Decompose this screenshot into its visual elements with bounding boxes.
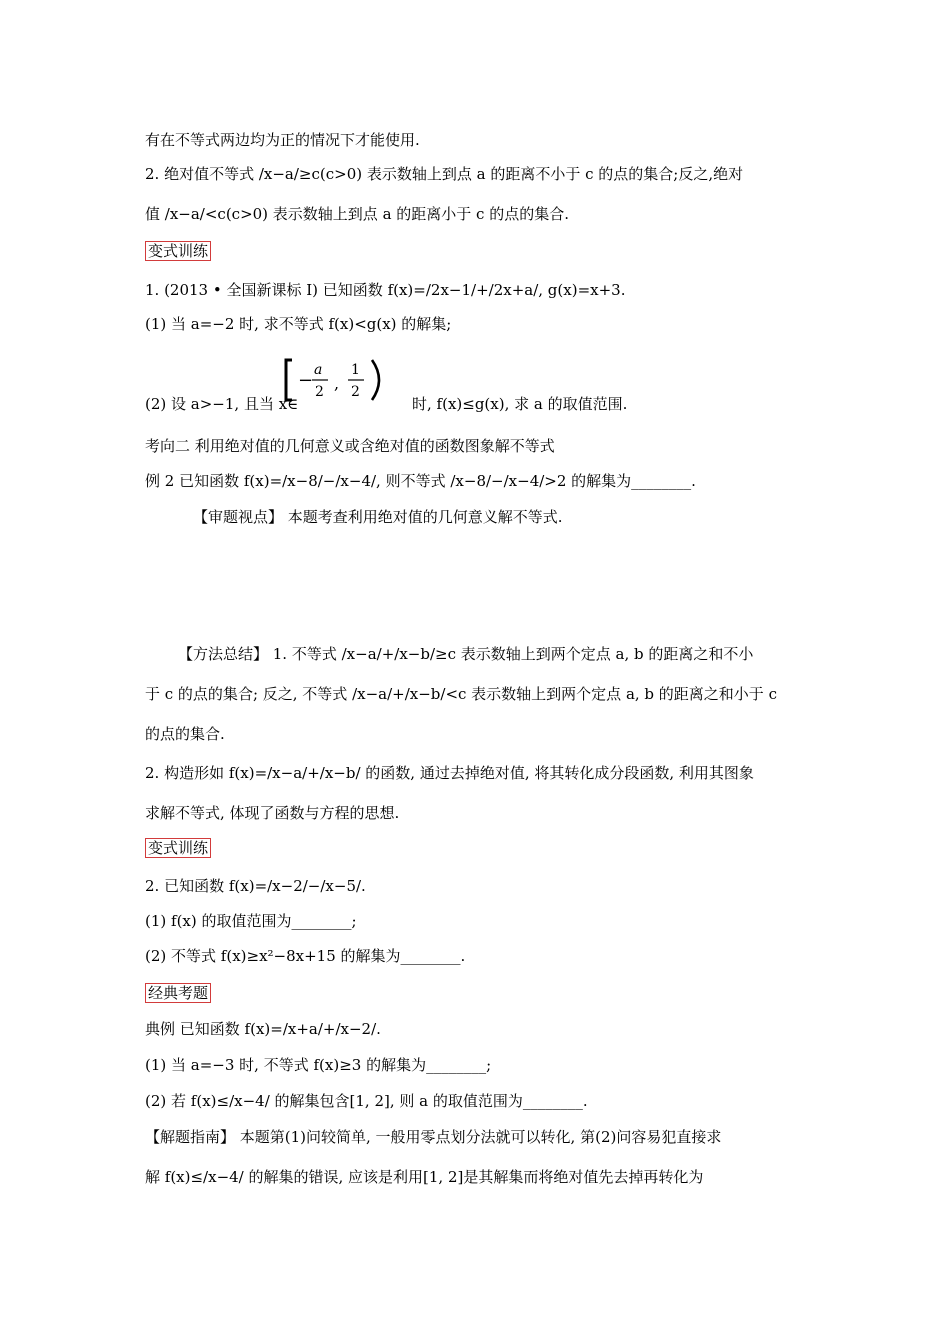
problem-text: (2) 不等式 f(x)≥x²−8x+15 的解集为________. — [145, 947, 466, 965]
section-heading: 考向二 利用绝对值的几何意义或含绝对值的函数图象解不等式 — [145, 437, 555, 455]
formula-numerator-1: 1 — [351, 362, 360, 378]
summary-text: 求解不等式, 体现了函数与方程的思想. — [145, 804, 400, 822]
problem-text: 2. 已知函数 f(x)=/x−2/−/x−5/. — [145, 877, 366, 895]
formula-numerator-a: a — [314, 362, 323, 378]
summary-text: 2. 构造形如 f(x)=/x−a/+/x−b/ 的函数, 通过去掉绝对值, 将其转化成分段函数, 利用其图象 — [145, 764, 754, 782]
text-line: 2. 绝对值不等式 /x−a/≥c(c>0) 表示数轴上到点 a 的距离不小于 c 的点的集合;反之,绝对 — [145, 165, 744, 183]
problem-text: (1) 当 a=−3 时, 不等式 f(x)≥3 的解集为________; — [145, 1056, 492, 1074]
summary-text: 于 c 的点的集合; 反之, 不等式 /x−a/+/x−b/<c 表示数轴上到两个定点 a, b 的距离之和小于 c — [145, 685, 777, 703]
summary-text: 【方法总结】 1. 不等式 /x−a/+/x−b/≥c 表示数轴上到两个定点 a, b 的距离之和不小 — [178, 645, 754, 663]
interval-formula — [282, 356, 414, 404]
problem-text: 典例 已知函数 f(x)=/x+a/+/x−2/. — [145, 1020, 381, 1038]
example-text: 例 2 已知函数 f(x)=/x−8/−/x−4/, 则不等式 /x−8/−/x−4/>2 的解集为________. — [145, 472, 696, 490]
formula-denominator: 2 — [351, 384, 360, 400]
formula-minus: − — [298, 370, 314, 391]
problem-text: (1) 当 a=−2 时, 求不等式 f(x)<g(x) 的解集; — [145, 315, 452, 333]
review-note: 【审题视点】 本题考查利用绝对值的几何意义解不等式. — [193, 508, 563, 526]
formula-denominator: 2 — [315, 384, 324, 400]
text-line: 值 /x−a/<c(c>0) 表示数轴上到点 a 的距离小于 c 的点的集合. — [145, 205, 569, 223]
problem-text: (1) f(x) 的取值范围为________; — [145, 912, 357, 930]
text-line: 有在不等式两边均为正的情况下才能使用. — [145, 131, 420, 149]
guide-text: 【解题指南】 本题第(1)问较简单, 一般用零点划分法就可以转化, 第(2)问容易犯直接求 — [145, 1128, 722, 1146]
problem-text: 1. (2013 • 全国新课标 Ⅰ) 已知函数 f(x)=/2x−1/+/2x+a/, g(x)=x+3. — [145, 281, 626, 299]
problem-text: (2) 设 a>−1, 且当 x∈ — [145, 395, 299, 413]
summary-text: 的点的集合. — [145, 725, 225, 743]
formula-comma: , — [334, 374, 340, 393]
section-heading: 变式训练 — [145, 241, 211, 261]
section-heading: 经典考题 — [145, 983, 211, 1003]
problem-text: 时, f(x)≤g(x), 求 a 的取值范围. — [412, 395, 628, 413]
problem-text: (2) 若 f(x)≤/x−4/ 的解集包含[1, 2], 则 a 的取值范围为________. — [145, 1092, 588, 1110]
guide-text: 解 f(x)≤/x−4/ 的解集的错误, 应该是利用[1, 2]是其解集而将绝对值先去掉再转化为 — [145, 1168, 704, 1186]
section-heading: 变式训练 — [145, 838, 211, 858]
